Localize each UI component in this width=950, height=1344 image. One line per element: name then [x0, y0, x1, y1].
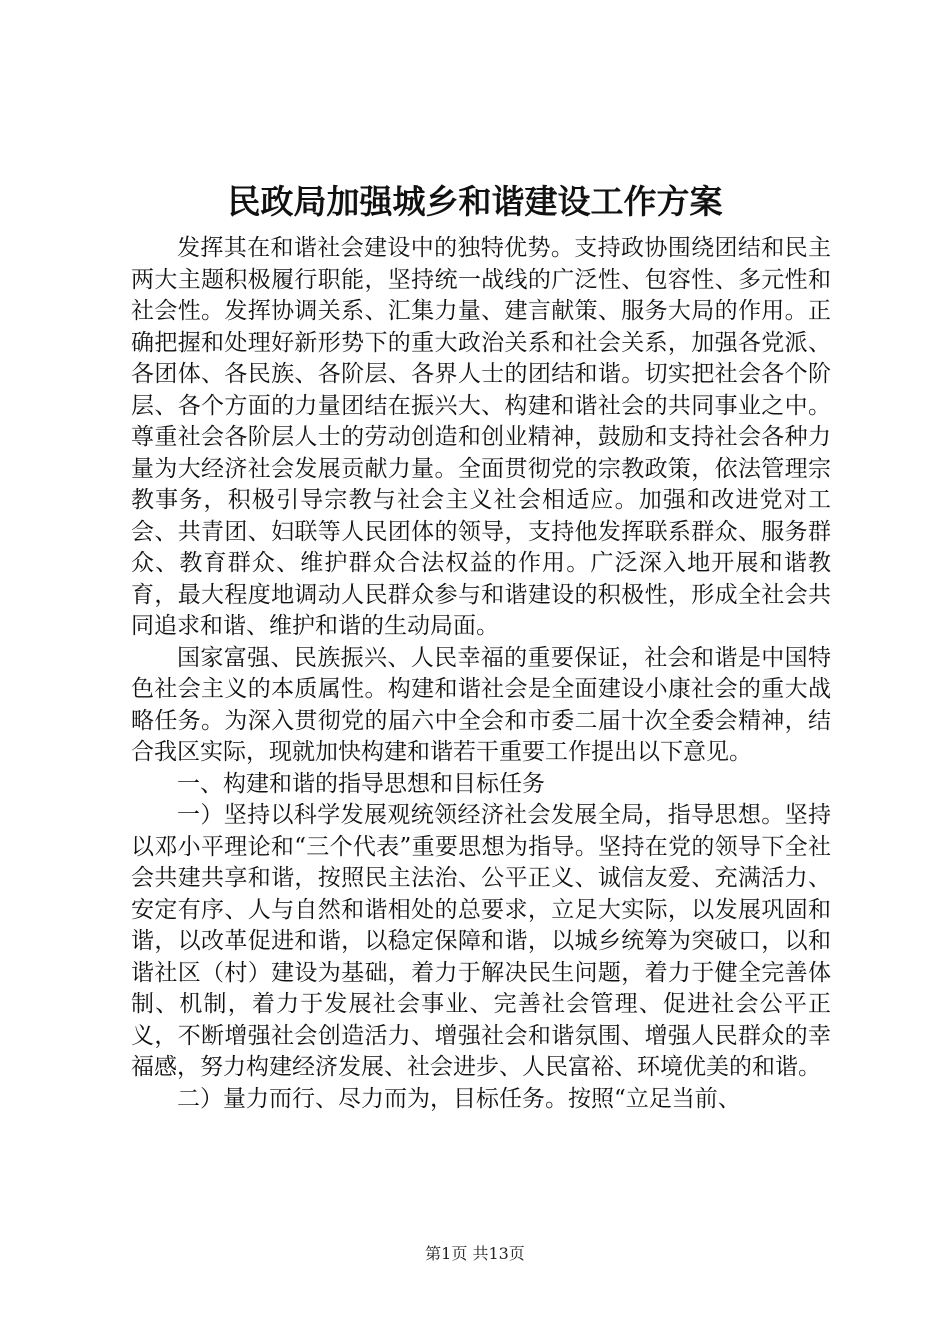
paragraph: 一）坚持以科学发展观统领经济社会发展全局，指导思想。坚持以邓小平理论和“三个代表”重要思想为指导。坚持在党的领导下全社会共建共享和谐，按照民主法治、公平正义、诚信友爱、充满活力、安定有序、人与自然和谐相处的总要求，立足大实际，以发展巩固和谐，以改革促进和谐，以稳定保障和谐，以城乡统筹为突破口，以和谐社区（村）建设为基础，着力于解决民生问题，着力于健全完善体制、机制，着力于发展社会事业、完善社会管理、促进社会公平正义，不断增强社会创造活力、增强社会和谐氛围、增强人民群众的幸福感，努力构建经济发展、社会进步、人民富裕、环境优美的和谐。: [131, 802, 831, 1080]
page-number-footer: 第1页 共13页: [425, 1244, 525, 1263]
section-heading: 一、构建和谐的指导思想和目标任务: [177, 770, 545, 797]
paragraph: 二）量力而行、尽力而为，目标任务。按照“立足当前、: [177, 1085, 741, 1112]
document-body: [131, 233, 831, 1115]
paragraph: 发挥其在和谐社会建设中的独特优势。支持政协围绕团结和民主两大主题积极履行职能，坚持统一战线的广泛性、包容性、多元性和社会性。发挥协调关系、汇集力量、建言献策、服务大局的作用。正确把握和处理好新形势下的重大政治关系和社会关系，加强各党派、各团体、各民族、各阶层、各界人士的团结和谐。切实把社会各个阶层、各个方面的力量团结在振兴大、构建和谐社会的共同事业之中。尊重社会各阶层人士的劳动创造和创业精神，鼓励和支持社会各种力量为大经济社会发展贡献力量。全面贯彻党的宗教政策，依法管理宗教事务，积极引导宗教与社会主义社会相适应。加强和改进党对工会、共青团、妇联等人民团体的领导，支持他发挥联系群众、服务群众、教育群众、维护群众合法权益的作用。广泛深入地开展和谐教育，最大程度地调动人民群众参与和谐建设的积极性，形成全社会共同追求和谐、维护和谐的生动局面。: [131, 235, 831, 639]
paragraph: 国家富强、民族振兴、人民幸福的重要保证，社会和谐是中国特色社会主义的本质属性。构建和谐社会是全面建设小康社会的重大战略任务。为深入贯彻党的届六中全会和市委二届十次全委会精神，结合我区实际，现就加快构建和谐若干重要工作提出以下意见。: [131, 644, 831, 765]
document-title: 民政局加强城乡和谐建设工作方案: [227, 182, 723, 221]
